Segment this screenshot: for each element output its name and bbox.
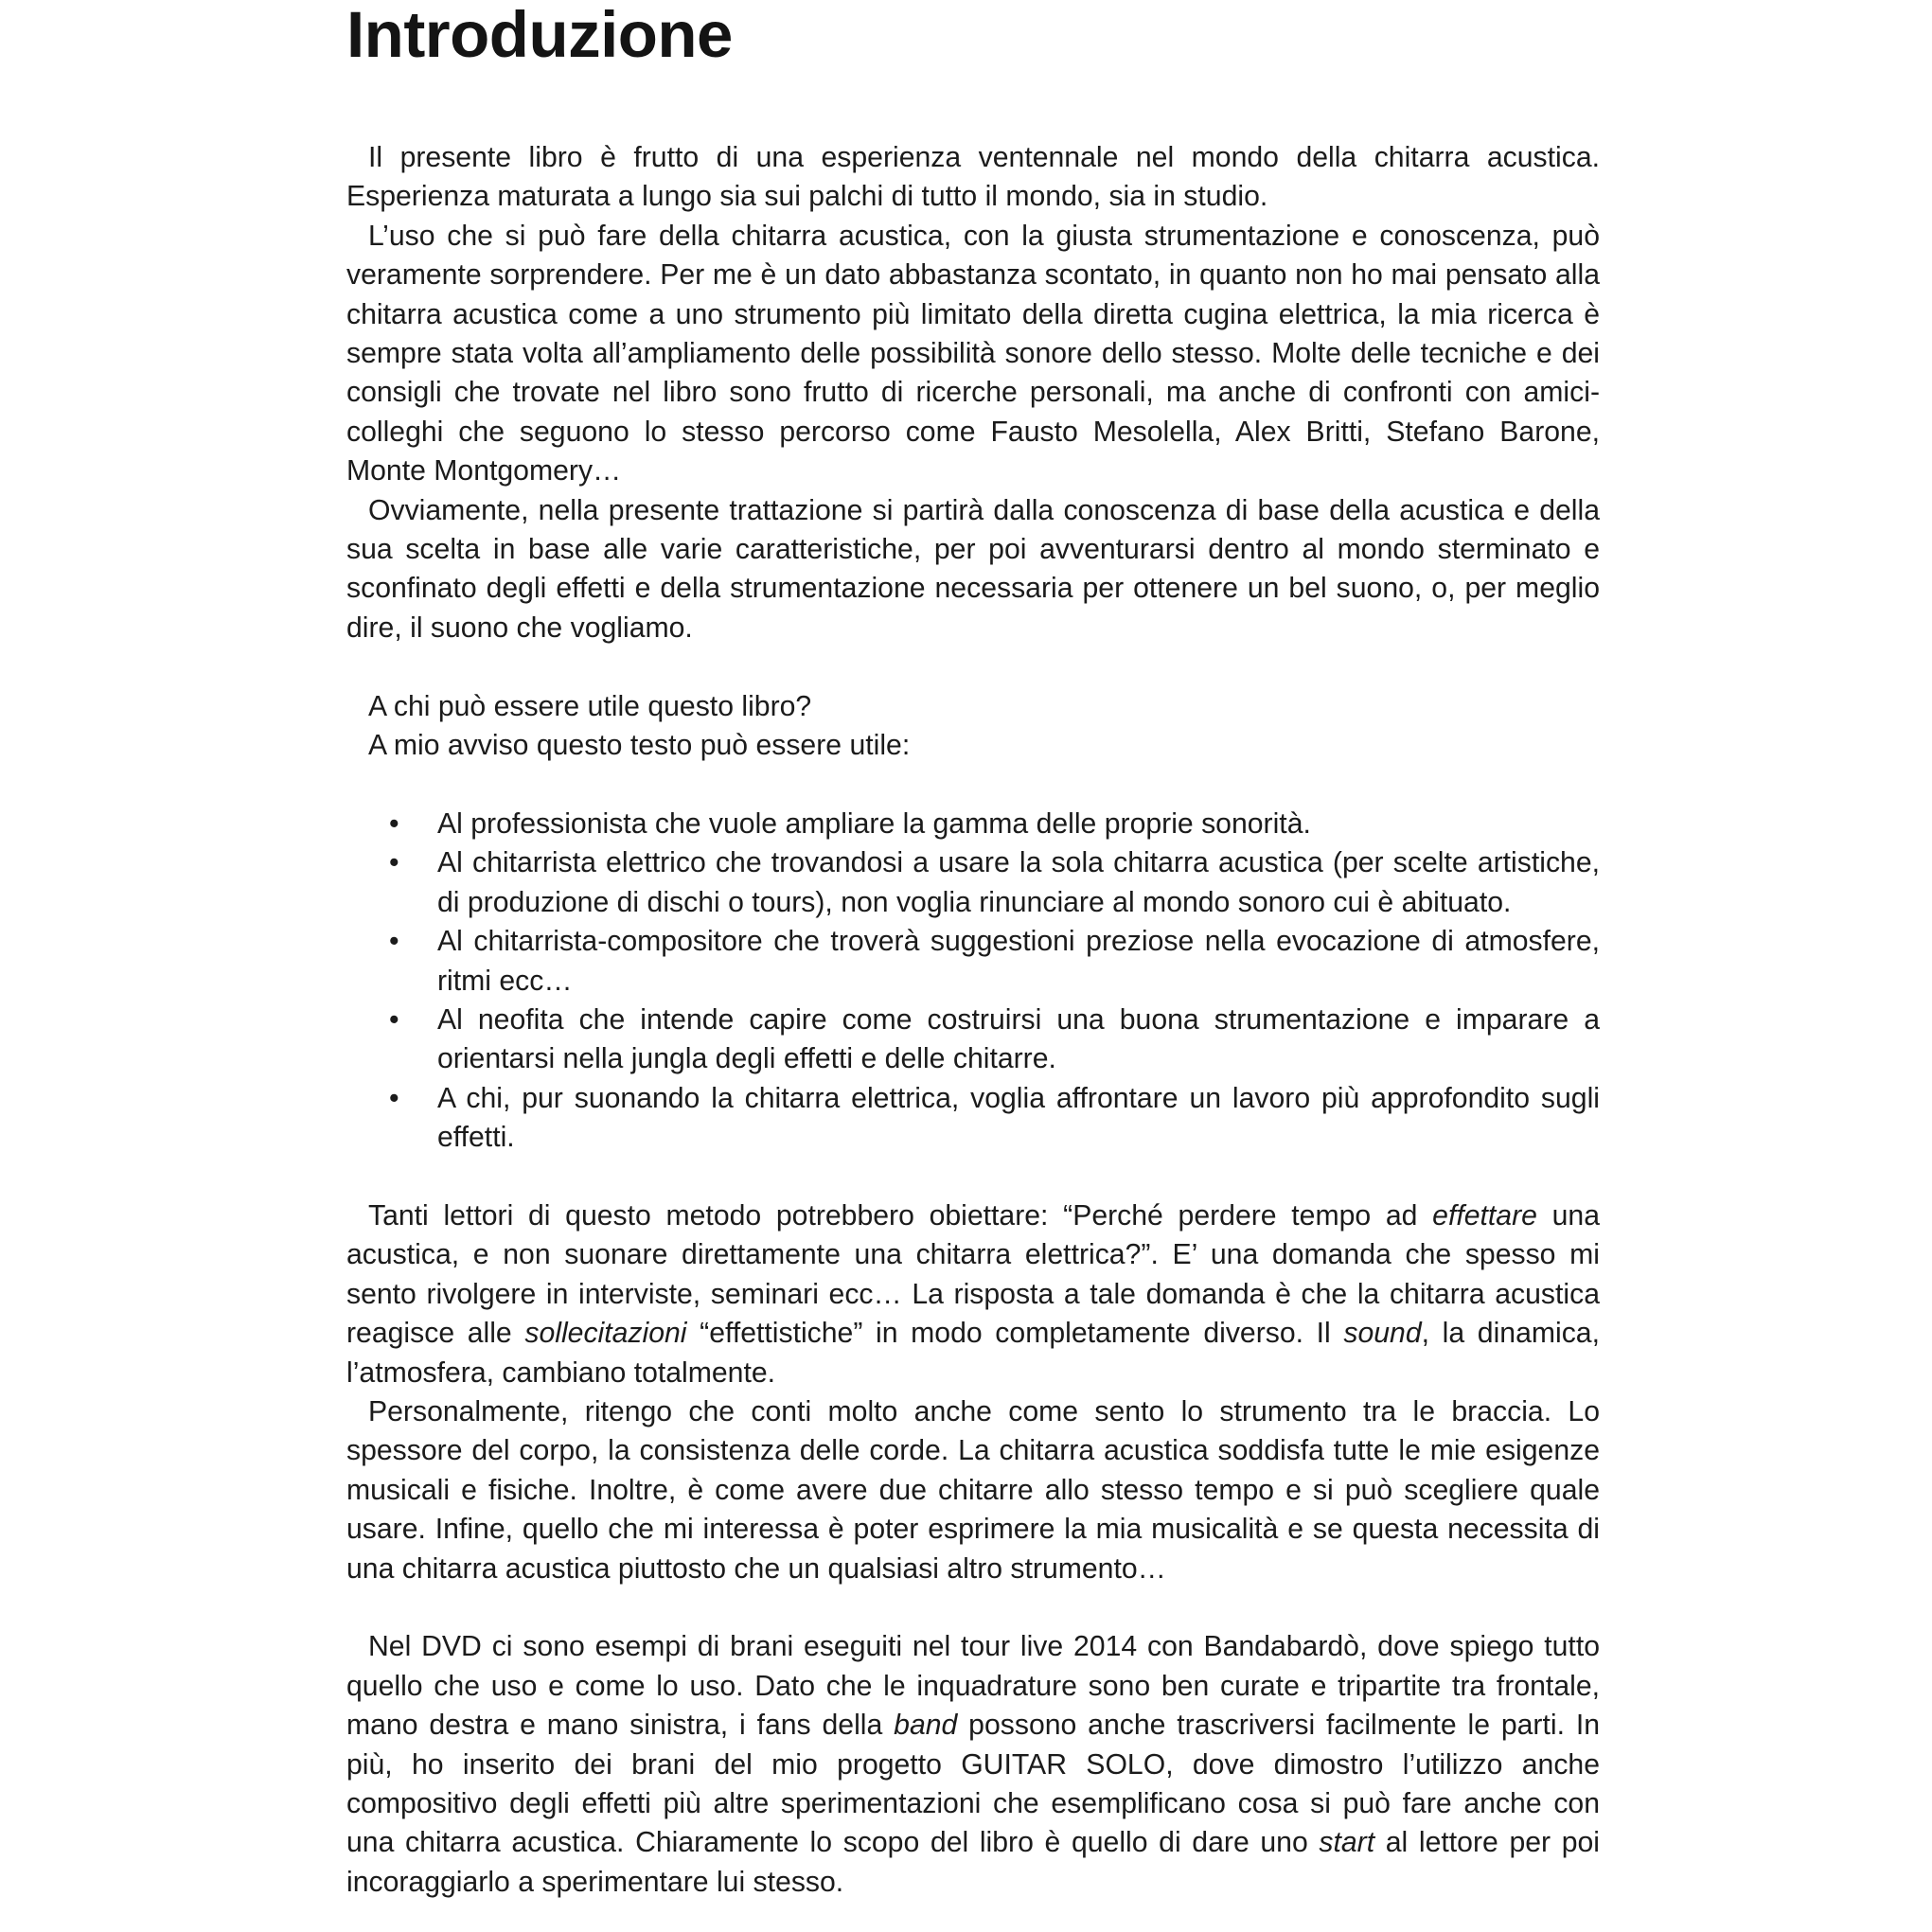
paragraph-acoustic-use: L’uso che si può fare della chitarra acustica, con la giusta strumentazione e conoscenza, può veramente sorprendere. Per me è un dato abbastanza scontato, in quanto non ho mai pensato alla chitarra acustica come a uno strumento più limitato della diretta cugina elettrica, la mia ricerca è sempre stata volta all’ampliamento delle possibilità sonore dello stesso. Molte delle tecniche e dei consigli che trovate nel libro sono frutto di ricerche personali, ma anche di confronti con amici-colleghi che seguono lo stesso percorso come Fausto Mesolella, Alex Britti, Stefano Barone, Monte Montgomery… xyxy=(346,220,1600,487)
paragraph-why-effects: Tanti lettori di questo metodo potrebbero obiettare: “Perché perdere tempo ad effettare una acustica, e non suonare direttamente una chitarra elettrica?”. E’ una domanda che spesso mi sento rivolgere in interviste, seminari ecc… La risposta a tale domanda è che la chitarra acustica reagisce alle sollecitazioni “effettistiche” in modo completamente diverso. Il sound, la dinamica, l’atmosfera, cambiano totalmente. xyxy=(346,1199,1600,1389)
list-item-text: A chi, pur suonando la chitarra elettrica, voglia affrontare un lavoro più approfondito sugli effetti. xyxy=(437,1082,1600,1154)
paragraph-treatment: Ovviamente, nella presente trattazione si partirà dalla conoscenza di base della acustica e della sua scelta in base alle varie caratteristiche, per poi avventurarsi dentro al mondo sterminato e sconfinato degli effetti e della strumentazione necessaria per ottenere un bel suono, o, per meglio dire, il suono che vogliamo. xyxy=(346,494,1600,644)
list-item xyxy=(346,843,1600,922)
paragraph-personal: Personalmente, ritengo che conti molto anche come sento lo strumento tra le braccia. Lo spessore del corpo, la consistenza delle corde. La chitarra acustica soddisfa tutte le mie esigenze musicali e fisiche. Inoltre, è come avere due chitarre allo stesso tempo e si può scegliere quale usare. Infine, quello che mi interessa è poter esprimere la mia musicalità e se questa necessita di una chitarra acustica piuttosto che un qualsiasi altro strumento… xyxy=(346,1395,1600,1585)
list-item-text: Al professionista che vuole ampliare la gamma delle proprie sonorità. xyxy=(437,807,1311,840)
bullet-icon: • xyxy=(389,1003,399,1036)
list-item xyxy=(346,805,1600,843)
paragraph-dvd: Nel DVD ci sono esempi di brani eseguiti nel tour live 2014 con Bandabardò, dove spiego tutto quello che uso e come lo uso. Dato che le inquadrature sono ben curate e tripartite tra frontale, mano destra e mano sinistra, i fans della band possono anche trascriversi facilmente le parti. In più, ho inserito dei brani del mio progetto GUITAR SOLO, dove dimostro l’utilizzo anche compositivo degli effetti più altre sperimentazioni che esemplificano cosa si può fare anche con una chitarra acustica. Chiaramente lo scopo del libro è quello di dare uno start al lettore per poi incoraggiarlo a sperimentare lui stesso. xyxy=(346,1631,1601,1898)
chapter-body xyxy=(346,138,1600,1902)
paragraph-experience: Il presente libro è frutto di una esperienza ventennale nel mondo della chitarra acustica. Esperienza maturata a lungo sia sui palchi di tutto il mondo, sia in studio. xyxy=(346,142,1600,213)
bullet-icon: • xyxy=(389,847,399,879)
list-item-text: Al neofita che intende capire come costruirsi una buona strumentazione e imparare a orientarsi nella jungla degli effetti e delle chitarre. xyxy=(437,1003,1600,1075)
bullet-icon: • xyxy=(389,926,399,958)
list-item-text: Al chitarrista elettrico che trovandosi a usare la sola chitarra acustica (per scelte artistiche, di produzione di dischi o tours), non voglia rinunciare al mondo sonoro cui è abituato. xyxy=(437,847,1600,918)
spacer xyxy=(346,765,1600,804)
list-item-text: Al chitarrista-compositore che troverà suggestioni preziose nella evocazione di atmosfere, ritmi ecc… xyxy=(437,926,1600,997)
chapter-title: Introduzione xyxy=(346,0,733,71)
spacer xyxy=(346,1158,1600,1196)
list-item xyxy=(346,922,1600,1001)
answer-intro: A mio avviso questo testo può essere utile: xyxy=(368,730,911,762)
spacer xyxy=(346,647,1600,686)
audience-list xyxy=(346,805,1600,1158)
bullet-icon: • xyxy=(389,807,399,840)
list-item xyxy=(346,1001,1600,1079)
spacer xyxy=(346,1588,1600,1627)
question-line: A chi può essere utile questo libro? xyxy=(368,690,812,722)
list-item xyxy=(346,1079,1600,1158)
bullet-icon: • xyxy=(389,1082,399,1114)
